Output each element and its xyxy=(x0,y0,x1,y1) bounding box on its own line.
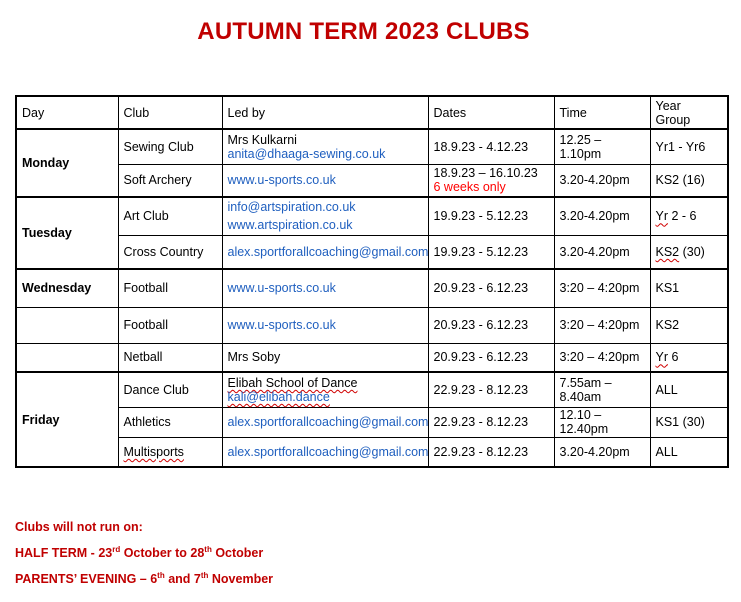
year-cell xyxy=(650,197,728,235)
led-by-cell xyxy=(222,129,428,164)
year-prefix: Yr xyxy=(655,350,668,365)
dates-cell: 19.9.23 - 5.12.23 xyxy=(428,235,554,269)
club-cell: Football xyxy=(118,307,222,343)
note-parents-evening xyxy=(15,572,273,598)
header-group-label: Group xyxy=(655,112,691,127)
led-by-cell xyxy=(222,307,428,343)
dates-note: 6 weeks only xyxy=(433,180,506,195)
table-row xyxy=(16,372,728,407)
leader-website-link[interactable]: www.u-sports.co.uk xyxy=(227,318,336,332)
leader-website-link[interactable]: www.u-sports.co.uk xyxy=(227,173,336,188)
note-sup: th xyxy=(200,570,209,580)
dates-range: 18.9.23 – 16.10.23 xyxy=(433,166,538,181)
time-line-1: 7.55am – xyxy=(559,375,612,390)
table-row xyxy=(16,129,728,164)
note-text: October to 28 xyxy=(120,546,205,560)
leader-email-link[interactable]: info@artspiration.co.uk xyxy=(227,200,356,215)
club-cell: Netball xyxy=(118,343,222,372)
time-cell: 3.20-4.20pm xyxy=(554,235,650,269)
header-day: Day xyxy=(16,96,118,129)
time-cell: 3.20-4.20pm xyxy=(554,437,650,467)
leader-email-link[interactable]: alex.sportforallcoaching@gmail.com xyxy=(227,244,429,259)
table-row xyxy=(16,307,728,343)
led-by-cell: Mrs Soby xyxy=(222,343,428,372)
table-row xyxy=(16,343,728,372)
led-by-cell xyxy=(222,164,428,197)
leader-email-link[interactable]: kali@elibah.dance xyxy=(227,389,330,404)
time-line-1: 12.25 – xyxy=(559,132,602,147)
header-dates: Dates xyxy=(428,96,554,129)
leader-email-link[interactable]: anita@dhaaga-sewing.co.uk xyxy=(227,146,386,161)
note-text: PARENTS’ EVENING – 6 xyxy=(15,572,158,586)
year-prefix: Yr xyxy=(655,209,668,224)
club-cell: Football xyxy=(118,269,222,307)
time-cell xyxy=(554,372,650,407)
year-cell xyxy=(650,235,728,269)
dates-cell: 20.9.23 - 6.12.23 xyxy=(428,269,554,307)
time-line-2: 12.40pm xyxy=(559,422,609,436)
table-row xyxy=(16,407,728,437)
led-by-cell xyxy=(222,437,428,467)
club-cell: Cross Country xyxy=(118,235,222,269)
led-by-cell xyxy=(222,269,428,307)
dates-cell: 22.9.23 - 8.12.23 xyxy=(428,407,554,437)
leader-website-link[interactable]: www.artspiration.co.uk xyxy=(227,218,353,233)
year-cell: ALL xyxy=(650,372,728,407)
year-cell: Yr1 - Yr6 xyxy=(650,129,728,164)
dates-cell: 20.9.23 - 6.12.23 xyxy=(428,307,554,343)
leader-name: Mrs Kulkarni xyxy=(227,132,297,147)
header-year-group xyxy=(650,96,728,129)
time-cell: 3.20-4.20pm xyxy=(554,164,650,197)
club-cell: Art Club xyxy=(118,197,222,235)
time-line-1: 12.10 – xyxy=(559,408,602,422)
note-sup: th xyxy=(157,570,165,580)
leader-email-link[interactable]: alex.sportforallcoaching@gmail.com xyxy=(227,415,429,429)
table-row xyxy=(16,269,728,307)
dates-cell: 22.9.23 - 8.12.23 xyxy=(428,372,554,407)
header-club: Club xyxy=(118,96,222,129)
dates-cell: 22.9.23 - 8.12.23 xyxy=(428,437,554,467)
led-by-cell xyxy=(222,235,428,269)
note-sup: th xyxy=(204,544,212,554)
dates-cell: 18.9.23 - 4.12.23 xyxy=(428,129,554,164)
note-text: HALF TERM - 23 xyxy=(15,546,113,560)
leader-email-link[interactable]: alex.sportforallcoaching@gmail.com xyxy=(227,444,429,459)
header-led-by: Led by xyxy=(222,96,428,129)
header-time: Time xyxy=(554,96,650,129)
time-cell: 3:20 – 4:20pm xyxy=(554,307,650,343)
note-text: November xyxy=(208,572,274,586)
header-row xyxy=(16,96,728,129)
note-text: and 7 xyxy=(164,572,201,586)
day-cell-empty xyxy=(16,307,118,343)
time-cell: 3:20 – 4:20pm xyxy=(554,269,650,307)
year-cell xyxy=(650,343,728,372)
closure-notes xyxy=(15,520,273,598)
club-cell: Sewing Club xyxy=(118,129,222,164)
table-row xyxy=(16,164,728,197)
table-row xyxy=(16,235,728,269)
club-cell: Athletics xyxy=(118,407,222,437)
led-by-cell xyxy=(222,197,428,235)
note-sup: rd xyxy=(112,544,121,554)
year-cell: KS1 xyxy=(650,269,728,307)
club-name: Multisports xyxy=(123,444,184,459)
note-text: October xyxy=(211,546,264,560)
year-suffix: 6 xyxy=(668,350,679,365)
year-cell: ALL xyxy=(650,437,728,467)
clubs-table xyxy=(15,95,729,468)
day-cell-monday: Monday xyxy=(16,129,118,197)
year-prefix: KS2 xyxy=(655,244,680,259)
club-cell: Dance Club xyxy=(118,372,222,407)
year-cell: KS2 xyxy=(650,307,728,343)
led-by-cell xyxy=(222,407,428,437)
leader-name: Elibah School of Dance xyxy=(227,375,358,390)
club-cell: Soft Archery xyxy=(118,164,222,197)
time-cell xyxy=(554,407,650,437)
dates-cell: 19.9.23 - 5.12.23 xyxy=(428,197,554,235)
notes-heading: Clubs will not run on: xyxy=(15,520,143,534)
year-suffix: 2 - 6 xyxy=(668,209,697,224)
club-cell xyxy=(118,437,222,467)
table-row xyxy=(16,437,728,467)
leader-website-link[interactable]: www.u-sports.co.uk xyxy=(227,281,336,296)
header-year-label: Year xyxy=(655,98,681,113)
time-line-2: 1.10pm xyxy=(559,146,602,161)
year-cell: KS1 (30) xyxy=(650,407,728,437)
dates-cell xyxy=(428,164,554,197)
day-cell-empty xyxy=(16,343,118,372)
led-by-cell xyxy=(222,372,428,407)
time-cell: 3:20 – 4:20pm xyxy=(554,343,650,372)
day-cell-friday: Friday xyxy=(16,372,118,467)
dates-cell: 20.9.23 - 6.12.23 xyxy=(428,343,554,372)
time-cell: 3.20-4.20pm xyxy=(554,197,650,235)
year-cell: KS2 (16) xyxy=(650,164,728,197)
table-row xyxy=(16,197,728,235)
page-title: AUTUMN TERM 2023 CLUBS xyxy=(197,18,530,45)
day-cell-wednesday: Wednesday xyxy=(16,269,118,307)
day-cell-tuesday: Tuesday xyxy=(16,197,118,269)
time-cell xyxy=(554,129,650,164)
time-line-2: 8.40am xyxy=(559,389,602,404)
year-suffix: (30) xyxy=(679,244,705,259)
note-half-term xyxy=(15,546,273,572)
